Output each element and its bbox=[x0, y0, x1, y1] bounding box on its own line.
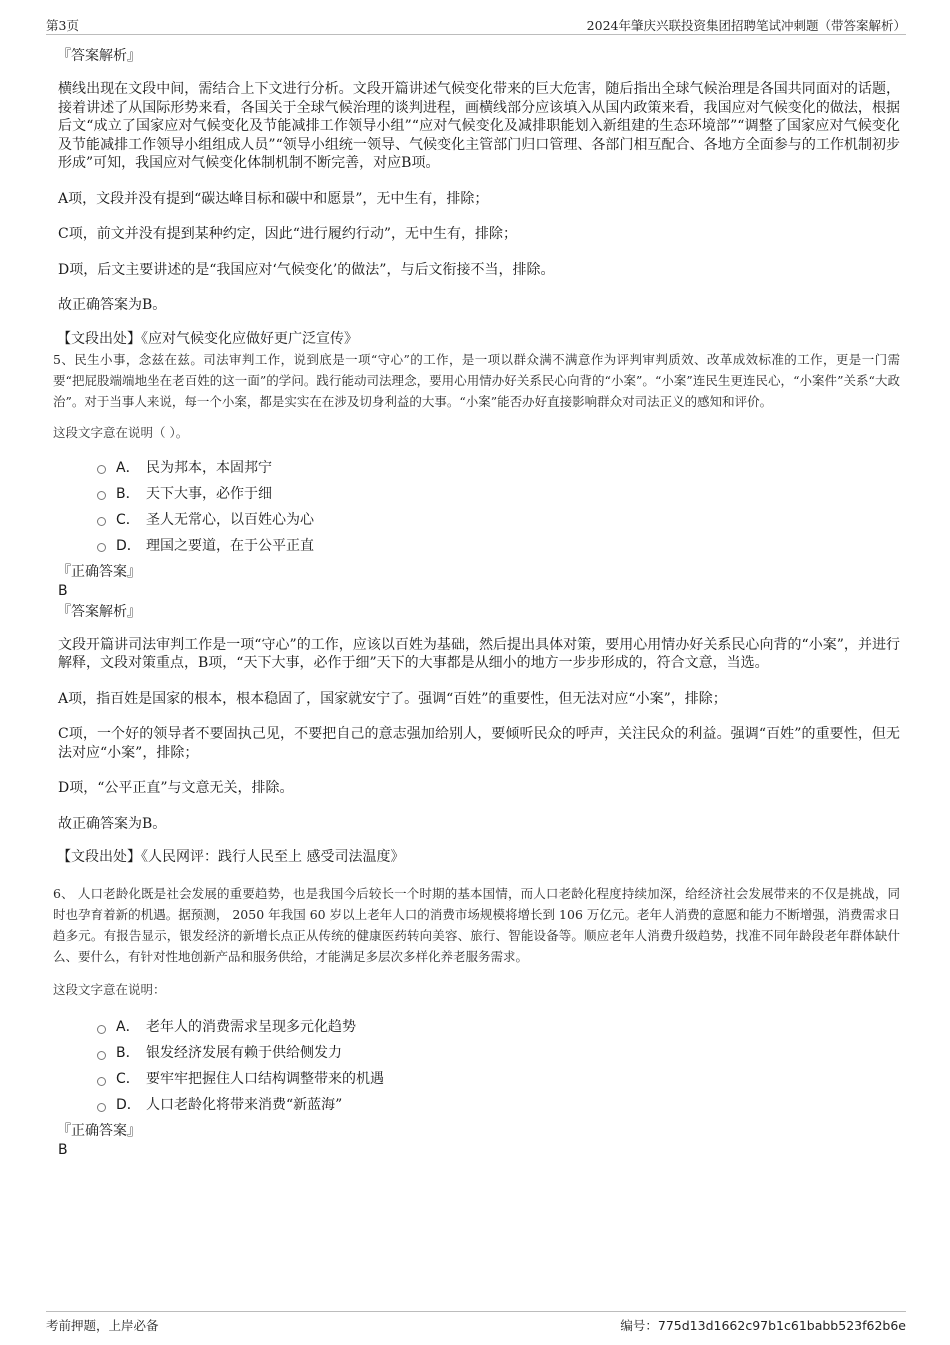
q4-analysis-option-c: C项，前文并没有提到某种约定，因此“进行履约行动”，无中生有，排除； bbox=[58, 226, 518, 242]
option-text: 人口老龄化将带来消费“新蓝海” bbox=[146, 1097, 343, 1113]
radio-button-icon[interactable] bbox=[97, 1077, 106, 1086]
option-text: 老年人的消费需求呈现多元化趋势 bbox=[146, 1019, 356, 1035]
radio-button-icon[interactable] bbox=[97, 1103, 106, 1112]
radio-button-icon[interactable] bbox=[97, 543, 106, 552]
q4-analysis-option-a: A项，文段并没有提到“碳达峰目标和碳中和愿景”，无中生有，排除； bbox=[58, 190, 489, 207]
q5-analysis-option-c: C项，一个好的领导者不要固执己见，不要把自己的意志强加给别人，要倾听民众的呼声，关注民众的利益。强调“百姓”的重要性，但无法对应“小案”，排除； bbox=[58, 726, 900, 761]
page-footer bbox=[46, 1311, 906, 1333]
q5-option-c[interactable]: C． 圣人无常心，以百姓心为心 bbox=[97, 506, 900, 532]
q5-analysis-option-a: A项，指百姓是国家的根本，根本稳固了，国家就安宁了。强调“百姓”的重要性，但无法对应“小案”，排除； bbox=[58, 690, 727, 707]
page-number: 第3页 bbox=[46, 18, 79, 33]
q4-analysis-paragraph: 横线出现在文段中间，需结合上下文进行分析。文段开篇讲述气候变化带来的巨大危害，随后指出全球气候治理是各国共同面对的话题，接着讲述了从国际形势来看，各国关于全球气候治理的谈判进程，画横线部分应该填入从国内政策来看，我国应对气候变化的做法，根据后文“成立了国家应对气候变化及节能减排工作领导小组”“应对气候变化及减排职能划入新组建的生态环境部”“调整了国家应对气候变化及节能减排工作领导小组组成人员”“领导小组统一领导、气候变化主管部门归口管理、各部门相互配合、各地方全面参与的工作机制初步形成”可知，我国应对气候变化体制机制不断完善，对应B项。 bbox=[58, 81, 900, 171]
q5-answer-heading: 『正确答案』 bbox=[57, 563, 141, 580]
radio-button-icon[interactable] bbox=[97, 1051, 106, 1060]
q6-option-b[interactable]: B． 银发经济发展有赖于供给侧发力 bbox=[97, 1039, 900, 1065]
q6-option-d[interactable]: D． 人口老龄化将带来消费“新蓝海” bbox=[97, 1091, 900, 1117]
q5-options bbox=[57, 454, 900, 558]
q6-option-a[interactable]: A． 老年人的消费需求呈现多元化趋势 bbox=[97, 1013, 900, 1039]
q6-option-c[interactable]: C． 要牢牢把握住人口结构调整带来的机遇 bbox=[97, 1065, 900, 1091]
footer-code bbox=[620, 1316, 906, 1334]
q5-analysis-heading: 『答案解析』 bbox=[57, 603, 141, 620]
q5-option-d[interactable]: D． 理国之要道，在于公平正直 bbox=[97, 532, 900, 558]
option-text: 天下大事，必作于细 bbox=[146, 485, 272, 502]
q5-stem: 5、民生小事，念兹在兹。司法审判工作，说到底是一项“守心”的工作，是一项以群众满不满意作为评判审判质效、改革成效标准的工作，更是一门需要“把屁股端端地坐在老百姓的这一面”的学问。践行能动司法理念，要用心用情办好关系民心向背的“小案”。“小案”连民生更连民心，“小案件”关系“大政治”。对于当事人来说，每一个小案，都是实实在在涉及切身利益的大事。“小案”能否办好直接影响群众对司法正义的感知和评价。 bbox=[53, 351, 900, 409]
q5-answer: B bbox=[58, 582, 68, 599]
footer-slogan: 考前押题，上岸必备 bbox=[46, 1318, 159, 1333]
radio-button-icon[interactable] bbox=[97, 491, 106, 500]
q5-prompt: 这段文字意在说明（ ）。 bbox=[53, 424, 189, 440]
q5-option-a[interactable]: A． 民为邦本，本固邦宁 bbox=[97, 454, 900, 480]
q4-analysis-conclusion: 故正确答案为B。 bbox=[58, 297, 167, 313]
option-text: 理国之要道，在于公平正直 bbox=[146, 537, 314, 554]
radio-button-icon[interactable] bbox=[97, 465, 106, 474]
option-text: 要牢牢把握住人口结构调整带来的机遇 bbox=[146, 1071, 384, 1087]
q6-stem: 6、 人口老龄化既是社会发展的重要趋势，也是我国今后较长一个时期的基本国情，而人口老龄化程度持续加深，给经济社会发展带来的不仅是挑战，同时也孕育着新的机遇。据预测， 2050 年我国 60 岁以上老年人口的消费市场规模将增长到 106 万亿元。老年人消费的意愿和能力不断增强，消费需求日趋多元。有报告显示，银发经济的新增长点正从传统的健康医药转向美容、旅行、智能设备等。顺应老年人消费升级趋势，找准不同年龄段老年群体缺什么、要什么，有针对性地创新产品和服务供给，才能满足多层次多样化养老服务需求。 bbox=[53, 886, 900, 964]
q6-answer: B bbox=[58, 1142, 68, 1158]
q5-analysis-option-d: D项，“公平正直”与文意无关，排除。 bbox=[58, 780, 294, 796]
radio-button-icon[interactable] bbox=[97, 1025, 106, 1034]
option-text: 民为邦本，本固邦宁 bbox=[146, 459, 272, 476]
option-text: 银发经济发展有赖于供给侧发力 bbox=[146, 1045, 342, 1061]
footer-code-value: 775d13d1662c97b1c61babb523f62b6e bbox=[657, 1318, 906, 1333]
q5-source: 【文段出处】《人民网评：践行人民至上 感受司法温度》 bbox=[57, 849, 405, 865]
q4-analysis-option-d: D项，后文主要讲述的是“我国应对‘气候变化’的做法”，与后文衔接不当，排除。 bbox=[58, 261, 555, 278]
q5-analysis-conclusion: 故正确答案为B。 bbox=[58, 815, 167, 832]
document-title: 2024年肇庆兴联投资集团招聘笔试冲刺题（带答案解析） bbox=[586, 18, 906, 33]
q5-option-b[interactable]: B． 天下大事，必作于细 bbox=[97, 480, 900, 506]
option-text: 圣人无常心，以百姓心为心 bbox=[146, 511, 314, 528]
q6-answer-heading: 『正确答案』 bbox=[57, 1123, 141, 1139]
radio-button-icon[interactable] bbox=[97, 517, 106, 526]
footer-code-label: 编号： bbox=[620, 1318, 658, 1333]
q5-analysis-paragraph: 文段开篇讲司法审判工作是一项“守心”的工作，应该以百姓为基础，然后提出具体对策，要用心用情办好关系民心向背的“小案”，并进行解释，文段对策重点，B项，“天下大事，必作于细”天下的大事都是从细小的地方一步步形成的，符合文意，当选。 bbox=[58, 636, 900, 671]
q6-options bbox=[57, 1013, 900, 1117]
page-header bbox=[46, 16, 906, 35]
q4-analysis-heading: 『答案解析』 bbox=[57, 48, 141, 64]
q6-prompt: 这段文字意在说明： bbox=[53, 982, 166, 997]
q4-source: 【文段出处】《应对气候变化应做好更广泛宣传》 bbox=[57, 330, 358, 347]
page-content bbox=[53, 46, 900, 1159]
